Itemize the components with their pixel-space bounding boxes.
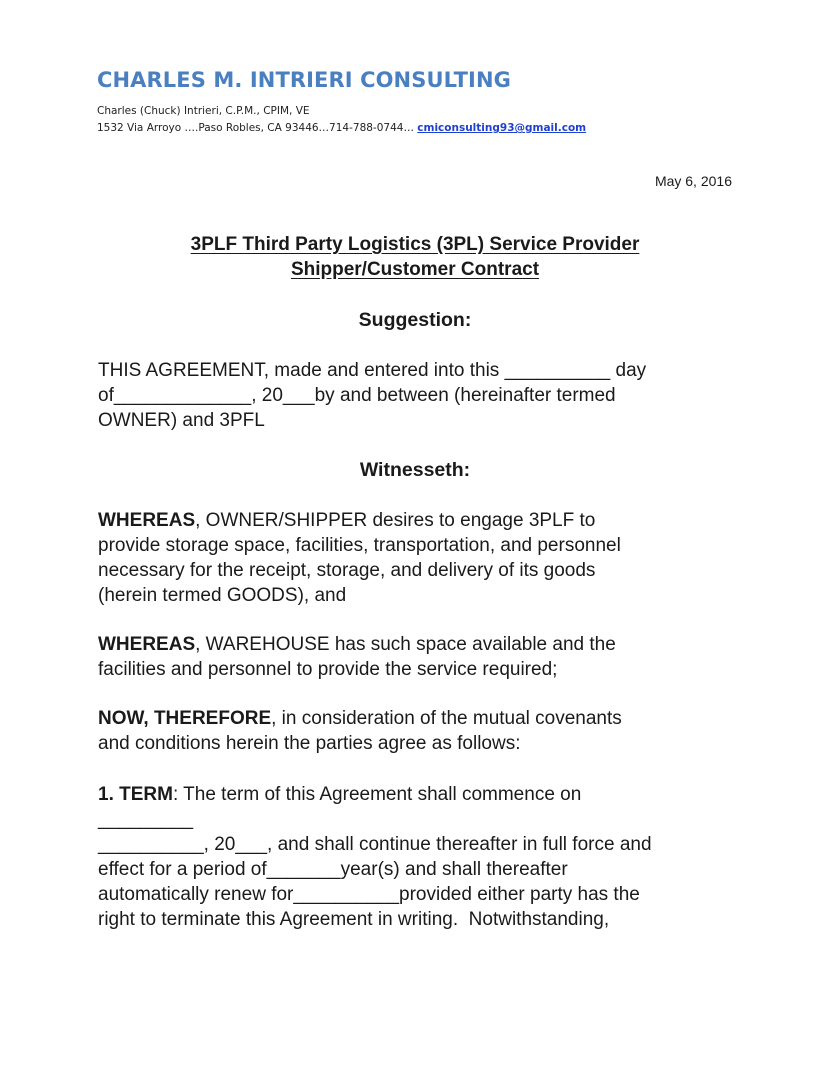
whereas-warehouse-paragraph <box>98 632 738 682</box>
heading-suggestion: Suggestion: <box>358 309 472 331</box>
term-line: : The term of this Agreement shall commence on <box>172 784 582 805</box>
whereas-lead: WHEREAS <box>98 510 196 531</box>
document-title-line2: Shipper/Customer Contract <box>290 259 540 280</box>
term-paragraph <box>98 782 738 932</box>
agreement-line: of_____________, 20___by and between (hereinafter termed <box>98 385 616 406</box>
term-line: _________ <box>98 809 194 830</box>
term-lead: 1. TERM <box>98 784 173 805</box>
agreement-line: OWNER) and 3PFL <box>98 410 265 431</box>
now-therefore-line: , in consideration of the mutual covenants <box>271 708 622 729</box>
document-date: May 6, 2016 <box>654 173 732 189</box>
term-line: effect for a period of_______year(s) and shall thereafter <box>98 859 568 880</box>
whereas-line: , WAREHOUSE has such space available and the <box>195 634 616 655</box>
term-line: __________, 20___, and shall continue thereafter in full force and <box>98 834 652 855</box>
term-line: right to terminate this Agreement in writing. Notwithstanding, <box>98 909 610 930</box>
whereas-owner-paragraph <box>98 508 738 608</box>
whereas-line: facilities and personnel to provide the service required; <box>98 659 558 680</box>
now-therefore-lead: NOW, THEREFORE <box>98 708 272 729</box>
company-name: CHARLES M. INTRIERI CONSULTING <box>97 68 511 92</box>
now-therefore-paragraph <box>98 706 738 756</box>
letterhead-person: Charles (Chuck) Intrieri, C.P.M., CPIM, VE <box>97 105 310 117</box>
now-therefore-line: and conditions herein the parties agree as follows: <box>98 733 521 754</box>
agreement-line: THIS AGREEMENT, made and entered into this __________ day <box>98 360 647 381</box>
whereas-line: provide storage space, facilities, transportation, and personnel <box>98 535 621 556</box>
letterhead-contact <box>97 122 586 134</box>
document-title-line1: 3PLF Third Party Logistics (3PL) Service Provider <box>190 234 640 255</box>
whereas-line: (herein termed GOODS), and <box>98 585 347 606</box>
whereas-line: , OWNER/SHIPPER desires to engage 3PLF to <box>195 510 596 531</box>
heading-witnesseth: Witnesseth: <box>359 459 471 481</box>
agreement-paragraph <box>98 358 738 433</box>
letterhead-address-phone: 1532 Via Arroyo ….Paso Robles, CA 93446…714-788-0744… <box>97 122 418 134</box>
email-link[interactable]: cmiconsulting93@gmail.com <box>417 122 587 134</box>
term-line: automatically renew for__________provided either party has the <box>98 884 640 905</box>
whereas-line: necessary for the receipt, storage, and delivery of its goods <box>98 560 596 581</box>
whereas-lead: WHEREAS <box>98 634 196 655</box>
